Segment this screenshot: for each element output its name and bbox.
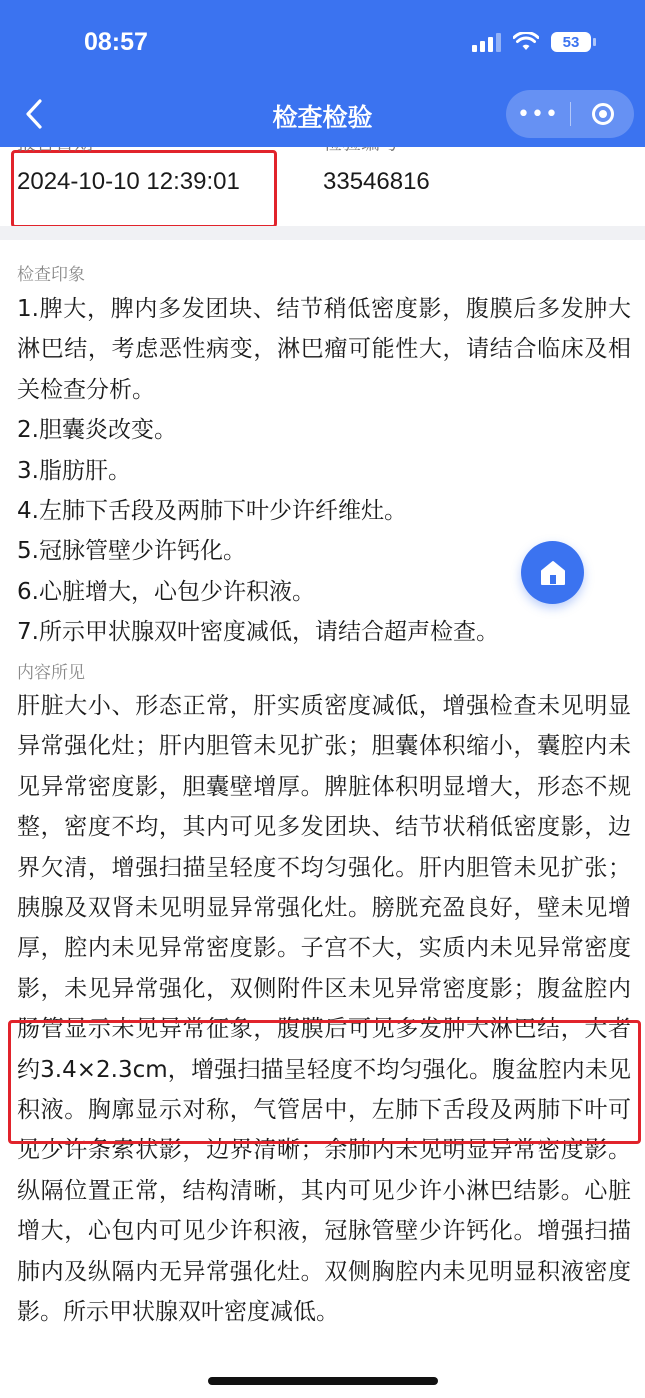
battery-level: 53 bbox=[562, 33, 580, 51]
impression-item: 5.冠脉管壁少许钙化。 bbox=[17, 538, 246, 565]
home-icon bbox=[539, 560, 567, 586]
mini-program-capsule bbox=[506, 90, 634, 138]
findings-label: 内容所见 bbox=[17, 663, 85, 683]
float-home-button[interactable] bbox=[521, 541, 584, 604]
impression-item: 6.心脏增大，心包少许积液。 bbox=[17, 578, 315, 605]
cellular-signal-icon bbox=[472, 32, 501, 52]
impression-item: 2.胆囊炎改变。 bbox=[17, 417, 177, 444]
report-date-value: 2024-10-10 12:39:01 bbox=[17, 168, 240, 195]
impression-item: 1.脾大，脾内多发团块、结节稍低密度影，腹膜后多发肿大淋巴结，考虑恶性病变，淋巴瘤可能性大，请结合临床及相关检查分析。 bbox=[17, 296, 631, 403]
impression-item: 7.所示甲状腺双叶密度减低，请结合超声检查。 bbox=[17, 619, 499, 646]
section-divider bbox=[0, 226, 645, 240]
impression-item: 3.脂肪肝。 bbox=[17, 457, 131, 484]
exam-number-value: 33546816 bbox=[323, 168, 430, 195]
status-icons bbox=[472, 32, 591, 52]
page-title: 检查检验 bbox=[272, 103, 373, 132]
wifi-icon bbox=[513, 32, 539, 52]
status-time: 08:57 bbox=[84, 28, 148, 56]
impression-item: 4.左肺下舌段及两肺下叶少许纤维灶。 bbox=[17, 498, 407, 525]
close-mini-program-button[interactable] bbox=[571, 103, 634, 125]
impression-label: 检查印象 bbox=[17, 265, 85, 285]
battery-icon bbox=[551, 32, 591, 52]
app-header bbox=[0, 0, 645, 147]
more-dots-icon[interactable]: ••• bbox=[517, 101, 559, 127]
home-indicator[interactable] bbox=[208, 1377, 438, 1385]
findings-text: 肝脏大小、形态正常，肝实质密度减低，增强检查未见明显异常强化灶；肝内胆管未见扩张；胆囊体积缩小，囊腔内未见异常密度影，胆囊壁增厚。脾脏体积明显增大，形态不规整，密度不均，其内可见多发团块、结节状稍低密度影，边界欠清，增强扫描呈轻度不均匀强化。肝内胆管未见扩张；胰腺及双肾未见明显异常强化灶。膀胱充盈良好，壁未见增厚，腔内未见异常密度影。子宫不大，实质内未见异常密度影，未见异常强化，双侧附件区未见异常密度影；腹盆腔内肠管显示未见异常征象，腹膜后可见多发肿大淋巴结，大者约3.4×2.3cm，增强扫描呈轻度不均匀强化。腹盆腔内未见积液。胸廓显示对称，气管居中，左肺下舌段及两肺下叶可见少许条索状影，边界清晰；余肺内未见明显异常密度影。纵隔位置正常，结构清晰，其内可见少许小淋巴结影。心脏增大，心包内可见少许积液，冠脉管壁少许钙化。增强扫描肺内及纵隔内无异常强化灶。双侧胸腔内未见明显积液密度影。所示甲状腺双叶密度减低。 bbox=[17, 693, 631, 1326]
target-circle-icon bbox=[592, 103, 614, 125]
